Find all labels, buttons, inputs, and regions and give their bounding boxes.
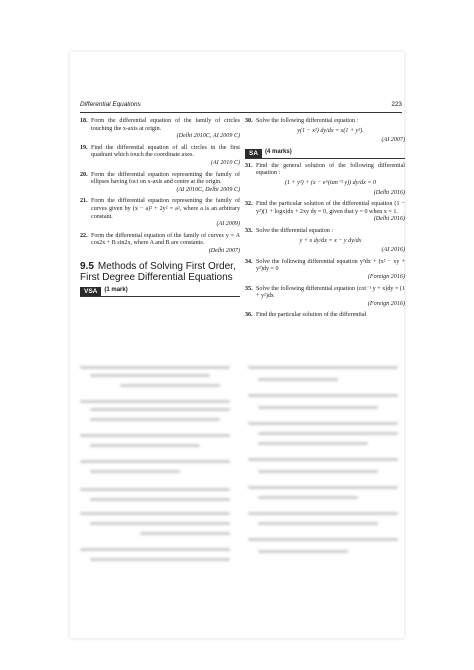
- question-equation: (1 + y²) + (x − e^(tan⁻¹ y)) dy/dx = 0: [284, 179, 377, 186]
- question-text: Find the general solution of the following differential equation :: [256, 162, 405, 177]
- sa-box: SA: [245, 149, 262, 158]
- question-source: (AI 2007): [381, 137, 405, 144]
- blurred-line: [258, 496, 358, 499]
- blurred-line: [90, 444, 200, 447]
- question-source: (AI 2016): [381, 247, 405, 254]
- question: [245, 201, 405, 224]
- blurred-line: [258, 522, 378, 525]
- blurred-line: [80, 400, 230, 403]
- blurred-line: [258, 406, 378, 409]
- question-text: Find the differential equation of all circles in the first quadrant which touch the coordinate axes.: [91, 144, 240, 159]
- question: [80, 145, 240, 168]
- question: [80, 233, 240, 256]
- blurred-line: [80, 548, 230, 551]
- left-column: [80, 118, 240, 301]
- question-number: 34.: [245, 258, 253, 265]
- section-title: Methods of Solving First Order, First Degree Differential Equations: [80, 260, 236, 283]
- question-text: Find the particular solution of the differential equation (1 − y²)(1 + logx)dx + 2xy dy = 0, given that y = 0 when x = 1.: [256, 201, 405, 215]
- question-text: Form the differential equation of the family of curves y = A cos2x + B sin2x, where A and B are constants.: [91, 232, 240, 247]
- blurred-line: [80, 434, 230, 437]
- question-number: 33.: [245, 227, 253, 234]
- question-number: 21.: [80, 198, 88, 205]
- question: [80, 198, 240, 228]
- blurred-content: [80, 360, 402, 628]
- question-number: 31.: [245, 162, 253, 169]
- vsa-tag: [80, 287, 240, 297]
- blurred-line: [90, 558, 230, 561]
- blurred-line: [80, 460, 230, 463]
- question-text: Solve the following differential equation (cot⁻¹ y + x)dy = (1 + y²)dx: [256, 285, 405, 300]
- blurred-line: [90, 522, 230, 525]
- question: [245, 163, 405, 197]
- question-number: 35.: [245, 285, 253, 292]
- question-source: (Foreign 2016): [367, 273, 405, 280]
- blurred-line: [258, 442, 368, 445]
- question-source: (Delhi 2016): [373, 216, 405, 223]
- blurred-line: [248, 512, 398, 515]
- blurred-line: [80, 488, 230, 491]
- blurred-line: [248, 458, 398, 461]
- sa-tag: [245, 149, 405, 159]
- question-number: 22.: [80, 232, 88, 239]
- question: [245, 312, 405, 320]
- question-equation: y(1 − x²) dy/dx = x(1 + y²).: [297, 127, 364, 134]
- blurred-line: [80, 512, 230, 515]
- question-source: (Delhi 2007): [208, 247, 240, 254]
- question-number: 19.: [80, 144, 88, 151]
- right-column: [245, 118, 405, 324]
- blurred-line: [120, 384, 220, 387]
- blurred-line: [258, 550, 348, 553]
- question-source: (AI 2010 C): [210, 159, 240, 166]
- vsa-box: VSA: [80, 287, 101, 296]
- vsa-marks: (1 mark): [104, 287, 128, 294]
- question-text: Form the differential equation representing the family of curves given by (x − a)² + 2y² = a², where a is an arbitrary constant.: [91, 198, 240, 220]
- question: [80, 172, 240, 195]
- blurred-line: [258, 378, 338, 381]
- blurred-line: [258, 432, 398, 435]
- page-number: 223: [391, 101, 402, 108]
- blurred-line: [90, 408, 230, 411]
- chapter-title: Differential Equations: [80, 101, 141, 108]
- blurred-line: [90, 418, 220, 421]
- question-source: (AI 2009): [216, 221, 240, 228]
- question-text: Find the particular solution of the differential: [256, 312, 367, 319]
- question-source: (Delhi 2010C, AI 2009 C): [176, 133, 240, 140]
- blurred-line: [248, 486, 398, 489]
- blurred-line: [90, 470, 180, 473]
- blurred-line: [258, 470, 378, 473]
- sa-marks: (4 marks): [265, 149, 292, 156]
- question-text: Solve the differential equation :: [256, 227, 334, 234]
- question: [245, 118, 405, 145]
- blurred-line: [248, 366, 398, 369]
- blurred-line: [80, 366, 230, 369]
- question-number: 18.: [80, 118, 88, 124]
- question-source: (AI 2010C, Delhi 2009 C): [176, 186, 240, 193]
- question: [245, 286, 405, 309]
- question-source: (Foreign 2016): [367, 300, 405, 307]
- blurred-line: [140, 532, 230, 535]
- question-number: 30.: [245, 118, 253, 124]
- blurred-line: [90, 498, 230, 501]
- question-source: (Delhi 2016): [373, 189, 405, 196]
- section-heading: [80, 261, 240, 283]
- blurred-line: [248, 422, 398, 425]
- question-number: 32.: [245, 201, 253, 208]
- header-rule: [80, 112, 402, 113]
- question-number: 20.: [80, 171, 88, 178]
- blurred-line: [248, 394, 398, 397]
- question-text: Form the differential equation of the family of circles touching the x-axis at origin.: [91, 118, 240, 132]
- question-text: Solve the following differential equation :: [256, 118, 359, 124]
- question-number: 36.: [245, 312, 253, 319]
- question: [80, 118, 240, 141]
- question-text: Form the differential equation representing the family of ellipses having foci on x-axis and centre at the origin.: [91, 171, 240, 186]
- question: [245, 228, 405, 255]
- question: [245, 259, 405, 282]
- blurred-line: [90, 374, 210, 377]
- question-text: Solve the following differential equation y²dx + (x² − xy + y²)dy = 0: [256, 258, 405, 273]
- question-equation: y + x dy/dx = x − y dy/dx: [299, 237, 362, 244]
- section-number: 9.5: [80, 260, 94, 272]
- blurred-line: [248, 538, 398, 541]
